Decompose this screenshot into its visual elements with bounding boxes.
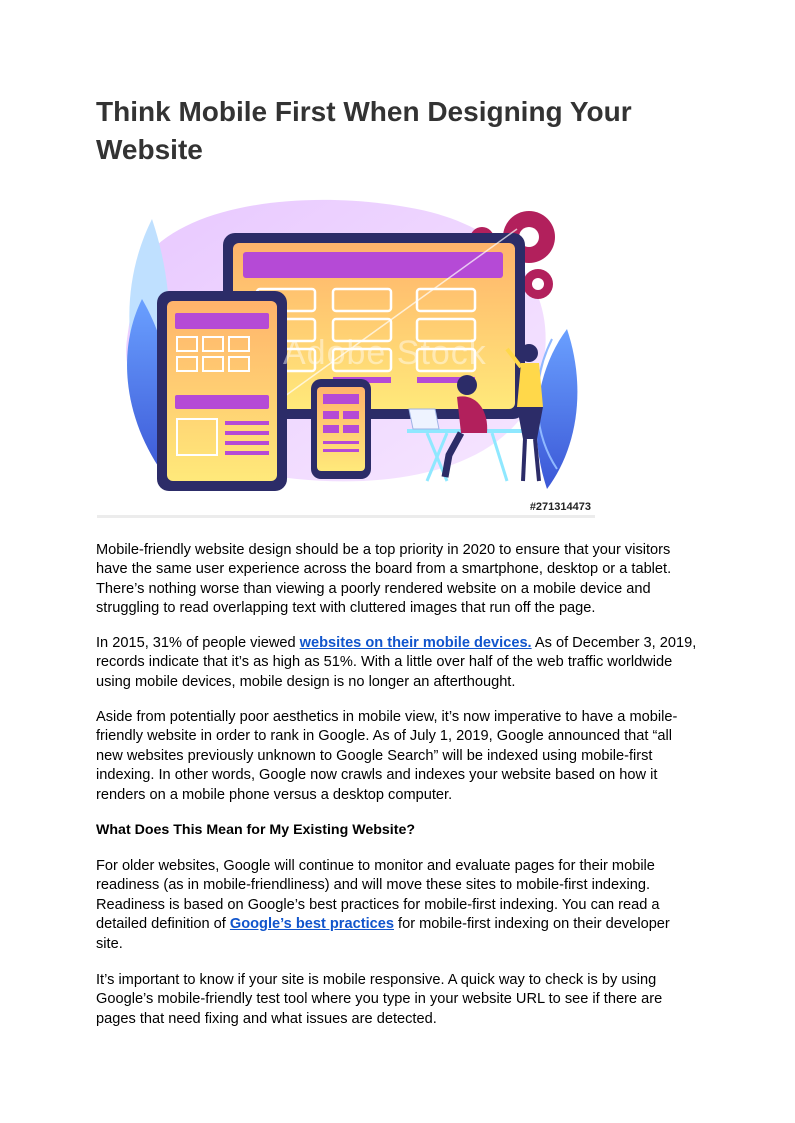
- paragraph-intro: Mobile-friendly website design should be a top priority in 2020 to ensure that your visitors have the same user experience across the board from a smartphone, desktop or a tablet. There’s nothing worse than viewing a poorly rendered website on a mobile device and struggling to read overlapping text with cluttered images that run off the page.: [96, 542, 672, 617]
- paragraph-text: As of December 3, 2019, records indicate that it’s as high as 51%. With a little over half of the web traffic worldwide using mobile devices, mobile design is no longer an afterthought.: [96, 635, 697, 690]
- hero-illustration: [97, 189, 595, 519]
- paragraph-statistics: [96, 634, 700, 692]
- image-watermark: Adobe Stock: [283, 334, 487, 372]
- article-title: Think Mobile First When Designing Your Website: [96, 96, 632, 165]
- paragraph-mobile-test: It’s important to know if your site is mobile responsive. A quick way to check is by using Google’s mobile-friendly test tool where you type in your website URL to see if there are pages that need fixing and what issues are detected.: [96, 972, 663, 1027]
- paragraph-text: for mobile-first indexing on their developer site.: [96, 916, 670, 952]
- section-heading: What Does This Mean for My Existing Website?: [96, 822, 415, 838]
- mobile-devices-link[interactable]: websites on their mobile devices.: [299, 635, 532, 651]
- paragraph-text: In 2015, 31% of people viewed: [96, 635, 300, 651]
- image-stock-id: #271314473: [529, 501, 591, 513]
- paragraph-text: For older websites, Google will continue to monitor and evaluate pages for their mobile readiness (as in mobile-friendliness) and will move these sites to mobile-first indexing. Readiness is based on Google’s best practices for mobile-first indexing. You can read a detailed definition of: [96, 858, 660, 933]
- paragraph-older-websites: [96, 857, 700, 954]
- paragraph-mobile-first-indexing: Aside from potentially poor aesthetics in mobile view, it’s now imperative to have a mobile-friendly website in order to rank in Google. As of July 1, 2019, Google announced that “all new websites previously unknown to Google Search” will be indexed using mobile-first indexing. In other words, Google now crawls and indexes your website based on how it renders on a mobile phone versus a desktop computer.: [96, 709, 678, 803]
- best-practices-link[interactable]: Google’s best practices: [229, 916, 394, 933]
